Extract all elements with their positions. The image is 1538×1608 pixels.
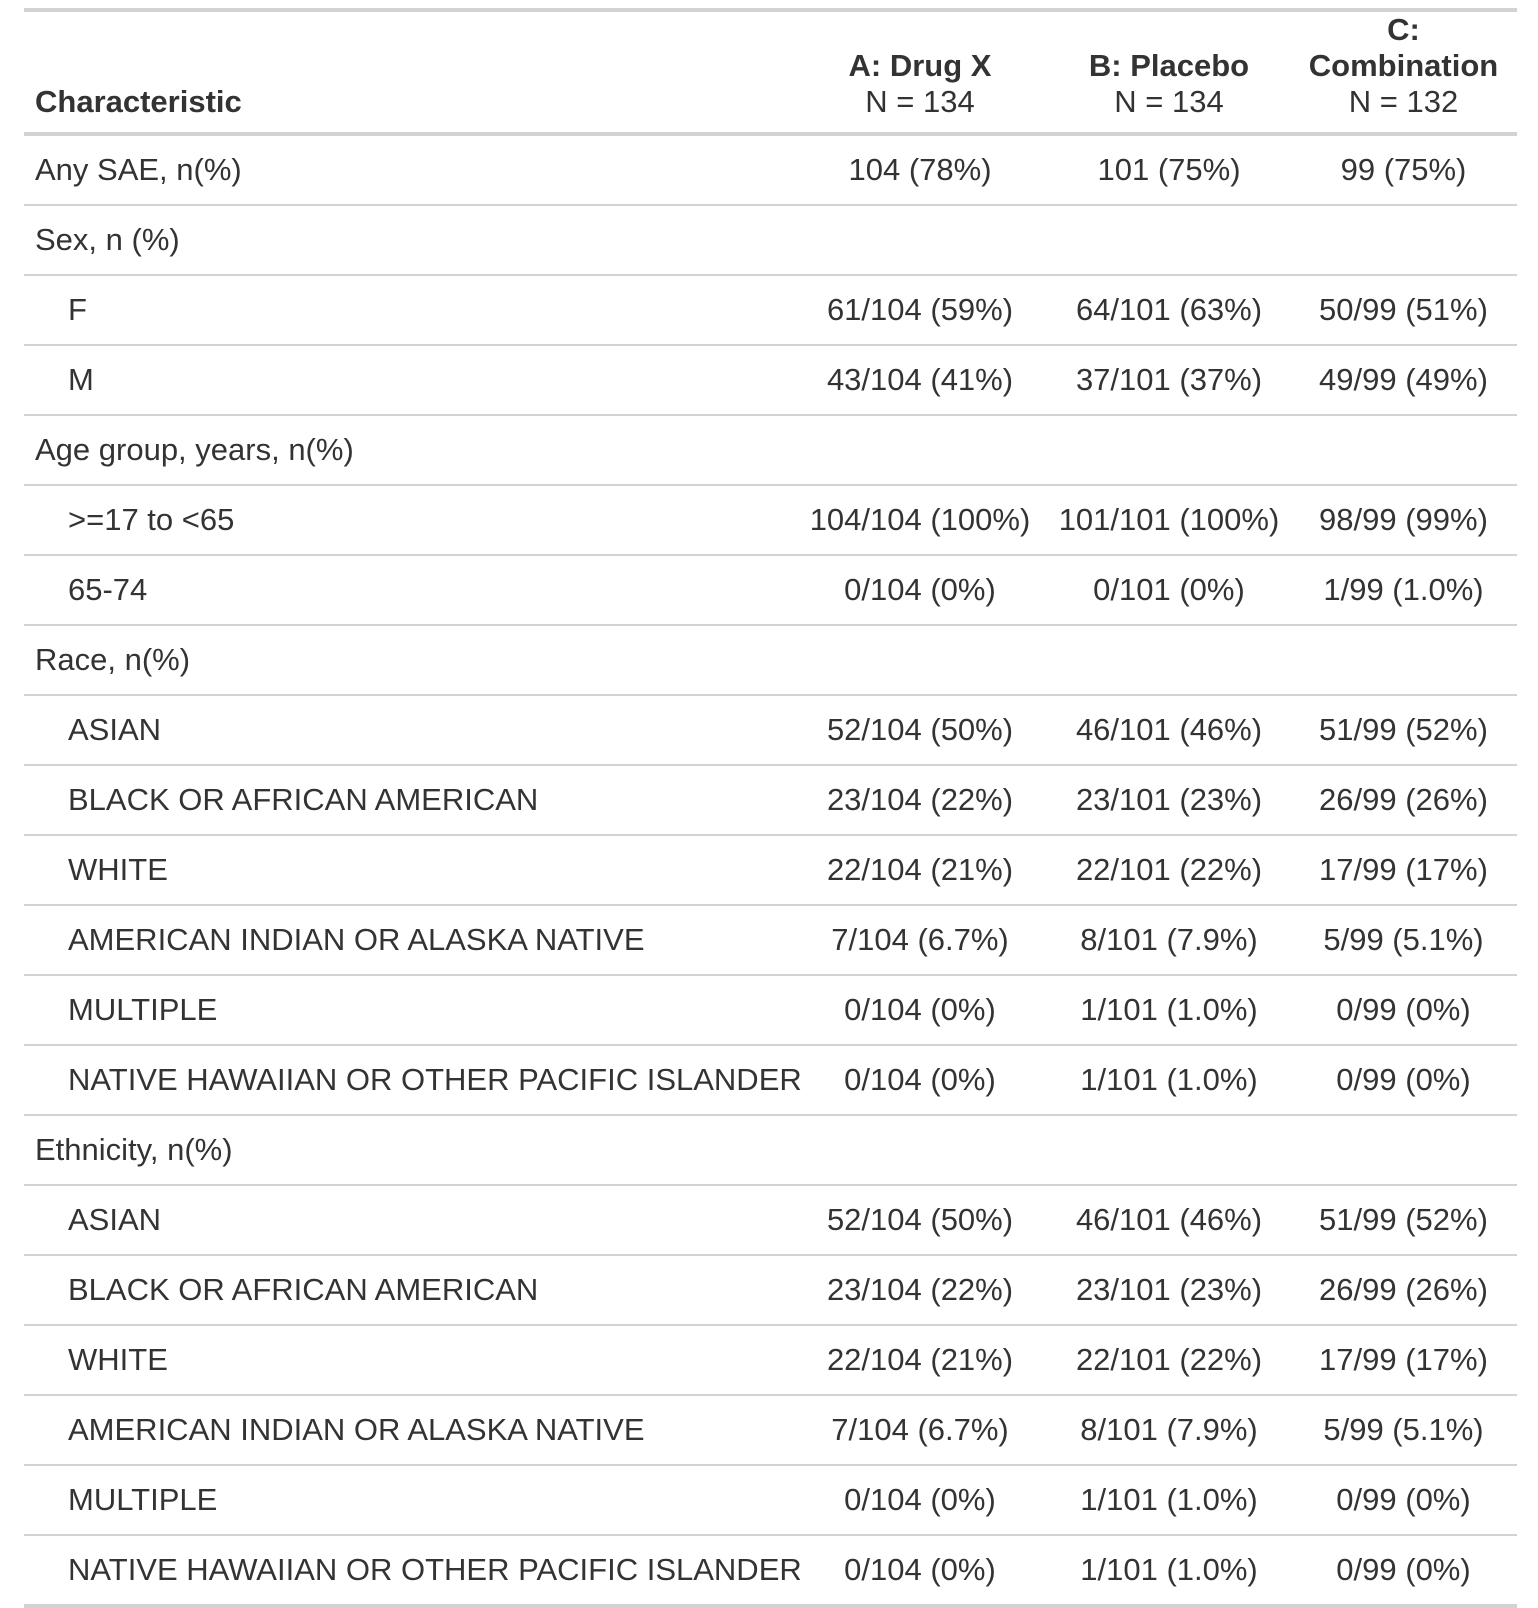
row-sublabel: AMERICAN INDIAN OR ALASKA NATIVE [24, 1395, 792, 1465]
table-row [24, 1185, 1517, 1255]
row-sublabel: BLACK OR AFRICAN AMERICAN [24, 1255, 792, 1325]
table-row [24, 695, 1517, 765]
cell-arm-b: 23/101 (23%) [1048, 765, 1290, 835]
arm-n: N = 134 [865, 84, 975, 119]
cell-arm-b: 101 (75%) [1097, 152, 1241, 187]
table-row [24, 275, 1517, 345]
row-sublabel: MULTIPLE [24, 975, 792, 1045]
table-row [24, 1325, 1517, 1395]
column-header-arm-c [1290, 10, 1517, 134]
cell-arm-a: 0/104 (0%) [792, 975, 1048, 1045]
cell-arm-c: 26/99 (26%) [1290, 1255, 1517, 1325]
row-sublabel: WHITE [24, 1325, 792, 1395]
row-sublabel: MULTIPLE [24, 1465, 792, 1535]
table-row [24, 415, 1517, 485]
cell-arm-c: 0/99 (0%) [1290, 1045, 1517, 1115]
row-sublabel: >=17 to <65 [24, 485, 792, 555]
cell-arm-a: 52/104 (50%) [792, 695, 1048, 765]
cell-arm-b: 1/101 (1.0%) [1048, 1045, 1290, 1115]
table-row [24, 485, 1517, 555]
cell-arm-b: 46/101 (46%) [1048, 695, 1290, 765]
cell-arm-a: 22/104 (21%) [792, 835, 1048, 905]
cell-arm-a [792, 625, 1048, 695]
arm-n: N = 134 [1114, 84, 1224, 119]
cell-arm-a: 52/104 (50%) [792, 1185, 1048, 1255]
column-header-arm-b [1048, 10, 1290, 134]
cell-arm-a: 0/104 (0%) [792, 555, 1048, 625]
cell-arm-a: 7/104 (6.7%) [792, 1395, 1048, 1465]
table-row [24, 1115, 1517, 1185]
row-sublabel: BLACK OR AFRICAN AMERICAN [24, 765, 792, 835]
cell-arm-b: 8/101 (7.9%) [1048, 1395, 1290, 1465]
cell-arm-b: 1/101 (1.0%) [1048, 1465, 1290, 1535]
cell-arm-b [1048, 205, 1290, 275]
cell-arm-b: 8/101 (7.9%) [1048, 905, 1290, 975]
row-label: Race, n(%) [24, 625, 792, 695]
row-label: Sex, n (%) [24, 205, 792, 275]
cell-arm-b: 22/101 (22%) [1048, 835, 1290, 905]
cell-arm-c: 0/99 (0%) [1290, 1465, 1517, 1535]
cell-arm-c [1290, 1115, 1517, 1185]
row-sublabel: NATIVE HAWAIIAN OR OTHER PACIFIC ISLANDER [24, 1535, 792, 1606]
cell-arm-a: 0/104 (0%) [792, 1465, 1048, 1535]
cell-arm-a [792, 1115, 1048, 1185]
row-sublabel: 65-74 [24, 555, 792, 625]
cell-arm-c: 50/99 (51%) [1290, 275, 1517, 345]
arm-name: A: Drug X [848, 48, 992, 83]
table-row [24, 1255, 1517, 1325]
table-row [24, 134, 1517, 205]
cell-arm-b: 23/101 (23%) [1048, 1255, 1290, 1325]
summary-table [24, 8, 1517, 1608]
cell-arm-a: 104/104 (100%) [792, 485, 1048, 555]
cell-arm-b: 46/101 (46%) [1048, 1185, 1290, 1255]
cell-arm-c: 17/99 (17%) [1290, 1325, 1517, 1395]
cell-arm-a: 104 (78%) [848, 152, 992, 187]
column-header-arm-a [792, 10, 1048, 134]
cell-arm-c: 51/99 (52%) [1290, 695, 1517, 765]
cell-arm-c [1290, 625, 1517, 695]
cell-arm-a: 22/104 (21%) [792, 1325, 1048, 1395]
table-row [24, 1535, 1517, 1606]
cell-arm-b: 101/101 (100%) [1048, 485, 1290, 555]
arm-name: B: Placebo [1088, 48, 1250, 83]
cell-arm-c: 51/99 (52%) [1290, 1185, 1517, 1255]
row-sublabel: M [24, 345, 792, 415]
row-sublabel: ASIAN [24, 1185, 792, 1255]
row-sublabel: NATIVE HAWAIIAN OR OTHER PACIFIC ISLANDER [24, 1045, 792, 1115]
cell-arm-c [1290, 205, 1517, 275]
table-row [24, 975, 1517, 1045]
cell-arm-a [792, 415, 1048, 485]
cell-arm-c: 99 (75%) [1340, 152, 1467, 187]
cell-arm-b: 1/101 (1.0%) [1048, 1535, 1290, 1606]
row-sublabel: WHITE [24, 835, 792, 905]
table-row [24, 905, 1517, 975]
cell-arm-a: 7/104 (6.7%) [792, 905, 1048, 975]
cell-arm-b [1048, 625, 1290, 695]
cell-arm-a: 43/104 (41%) [792, 345, 1048, 415]
table-row [24, 1465, 1517, 1535]
cell-arm-c: 49/99 (49%) [1290, 345, 1517, 415]
cell-arm-c: 17/99 (17%) [1290, 835, 1517, 905]
row-label: Age group, years, n(%) [24, 415, 792, 485]
table-row [24, 765, 1517, 835]
cell-arm-c: 0/99 (0%) [1290, 975, 1517, 1045]
row-sublabel: ASIAN [24, 695, 792, 765]
cell-arm-c: 5/99 (5.1%) [1290, 1395, 1517, 1465]
table-row [24, 205, 1517, 275]
cell-arm-a: 23/104 (22%) [792, 1255, 1048, 1325]
cell-arm-c: 5/99 (5.1%) [1290, 905, 1517, 975]
row-label: Any SAE, n(%) [35, 152, 242, 187]
cell-arm-b [1048, 415, 1290, 485]
column-header-characteristic: Characteristic [24, 10, 792, 134]
cell-arm-c: 0/99 (0%) [1290, 1535, 1517, 1606]
cell-arm-c: 1/99 (1.0%) [1290, 555, 1517, 625]
cell-arm-a: 0/104 (0%) [792, 1045, 1048, 1115]
table-header [24, 10, 1517, 134]
row-label: Ethnicity, n(%) [24, 1115, 792, 1185]
cell-arm-b [1048, 1115, 1290, 1185]
cell-arm-c: 26/99 (26%) [1290, 765, 1517, 835]
cell-arm-a: 23/104 (22%) [792, 765, 1048, 835]
table-row [24, 1395, 1517, 1465]
arm-name: C: Combination [1308, 12, 1499, 83]
table-row [24, 625, 1517, 695]
cell-arm-a: 61/104 (59%) [792, 275, 1048, 345]
table-row [24, 1045, 1517, 1115]
arm-n: N = 132 [1348, 84, 1459, 119]
cell-arm-b: 64/101 (63%) [1048, 275, 1290, 345]
row-sublabel: F [24, 275, 792, 345]
cell-arm-c [1290, 415, 1517, 485]
cell-arm-a: 0/104 (0%) [792, 1535, 1048, 1606]
cell-arm-b: 37/101 (37%) [1048, 345, 1290, 415]
table-row [24, 555, 1517, 625]
table-row [24, 345, 1517, 415]
header-row [24, 10, 1517, 134]
cell-arm-a [792, 205, 1048, 275]
summary-table-container [24, 8, 1517, 1608]
cell-arm-b: 1/101 (1.0%) [1048, 975, 1290, 1045]
table-row [24, 835, 1517, 905]
cell-arm-b: 22/101 (22%) [1048, 1325, 1290, 1395]
cell-arm-b: 0/101 (0%) [1048, 555, 1290, 625]
cell-arm-c: 98/99 (99%) [1290, 485, 1517, 555]
row-sublabel: AMERICAN INDIAN OR ALASKA NATIVE [24, 905, 792, 975]
table-body [24, 134, 1517, 1606]
